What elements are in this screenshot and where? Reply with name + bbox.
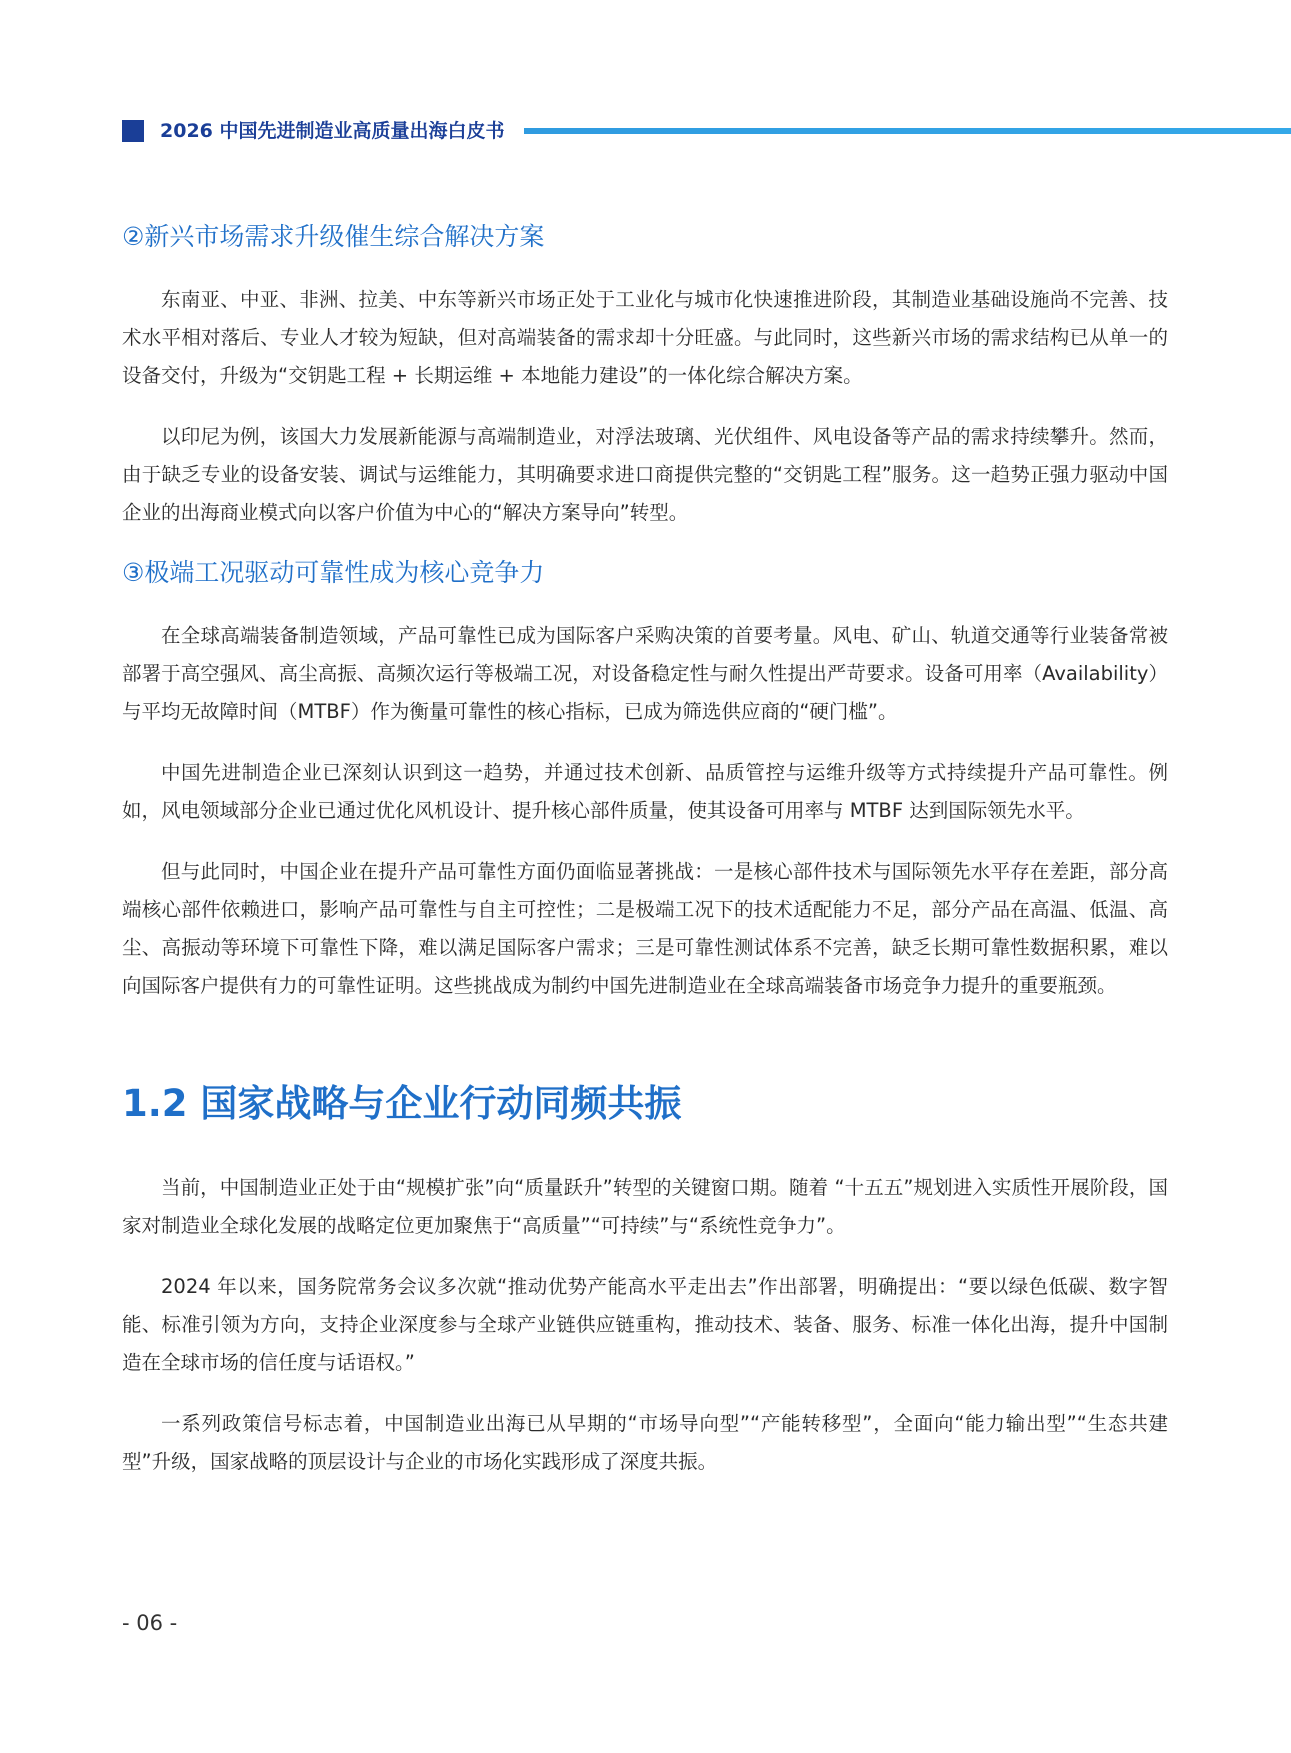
header-square-icon (122, 120, 144, 142)
page-number: - 06 - (122, 1611, 178, 1635)
section-heading-3: ③极端工况驱动可靠性成为核心竞争力 (122, 558, 545, 587)
paragraph: 中国先进制造企业已深刻认识到这一趋势，并通过技术创新、品质管控与运维升级等方式持续提升产品可靠性。例如，风电领域部分企业已通过优化风机设计、提升核心部件质量，使其设备可用率与 MTBF 达到国际领先水平。 (122, 761, 1168, 822)
paragraph: 当前，中国制造业正处于由“规模扩张”向“质量跃升”转型的关键窗口期。随着 “十五五”规划进入实质性开展阶段，国家对制造业全球化发展的战略定位更加聚焦于“高质量”“可持续”与“系统性竞争力”。 (122, 1176, 1168, 1237)
page-header (122, 116, 1291, 148)
section-heading-2: ②新兴市场需求升级催生综合解决方案 (122, 222, 545, 251)
chapter-heading: 1.2 国家战略与企业行动同频共振 (122, 1082, 682, 1125)
header-rule (524, 128, 1291, 134)
paragraph: 但与此同时，中国企业在提升产品可靠性方面仍面临显著挑战：一是核心部件技术与国际领先水平存在差距，部分高端核心部件依赖进口，影响产品可靠性与自主可控性；二是极端工况下的技术适配能力不足，部分产品在高温、低温、高尘、高振动等环境下可靠性下降，难以满足国际客户需求；三是可靠性测试体系不完善，缺乏长期可靠性数据积累，难以向国际客户提供有力的可靠性证明。这些挑战成为制约中国先进制造业在全球高端装备市场竞争力提升的重要瓶颈。 (122, 860, 1168, 997)
paragraph: 东南亚、中亚、非洲、拉美、中东等新兴市场正处于工业化与城市化快速推进阶段，其制造业基础设施尚不完善、技术水平相对落后、专业人才较为短缺，但对高端装备的需求却十分旺盛。与此同时，这些新兴市场的需求结构已从单一的设备交付，升级为“交钥匙工程 + 长期运维 + 本地能力建设”的一体化综合解决方案。 (122, 288, 1168, 387)
paragraph: 以印尼为例，该国大力发展新能源与高端制造业，对浮法玻璃、光伏组件、风电设备等产品的需求持续攀升。然而，由于缺乏专业的设备安装、调试与运维能力，其明确要求进口商提供完整的“交钥匙工程”服务。这一趋势正强力驱动中国企业的出海商业模式向以客户价值为中心的“解决方案导向”转型。 (122, 425, 1168, 524)
paragraph: 一系列政策信号标志着，中国制造业出海已从早期的“市场导向型”“产能转移型”，全面向“能力输出型”“生态共建型”升级，国家战略的顶层设计与企业的市场化实践形成了深度共振。 (122, 1412, 1168, 1473)
paragraph: 2024 年以来，国务院常务会议多次就“推动优势产能高水平走出去”作出部署，明确提出：“要以绿色低碳、数字智能、标准引领为方向，支持企业深度参与全球产业链供应链重构，推动技术、装备、服务、标准一体化出海，提升中国制造在全球市场的信任度与话语权。” (122, 1275, 1168, 1374)
paragraph: 在全球高端装备制造领域，产品可靠性已成为国际客户采购决策的首要考量。风电、矿山、轨道交通等行业装备常被部署于高空强风、高尘高振、高频次运行等极端工况，对设备稳定性与耐久性提出严苛要求。设备可用率（Availability）与平均无故障时间（MTBF）作为衡量可靠性的核心指标，已成为筛选供应商的“硬门槛”。 (122, 624, 1168, 723)
page-content (122, 220, 1168, 1481)
header-title: 2026 中国先进制造业高质量出海白皮书 (160, 120, 505, 142)
